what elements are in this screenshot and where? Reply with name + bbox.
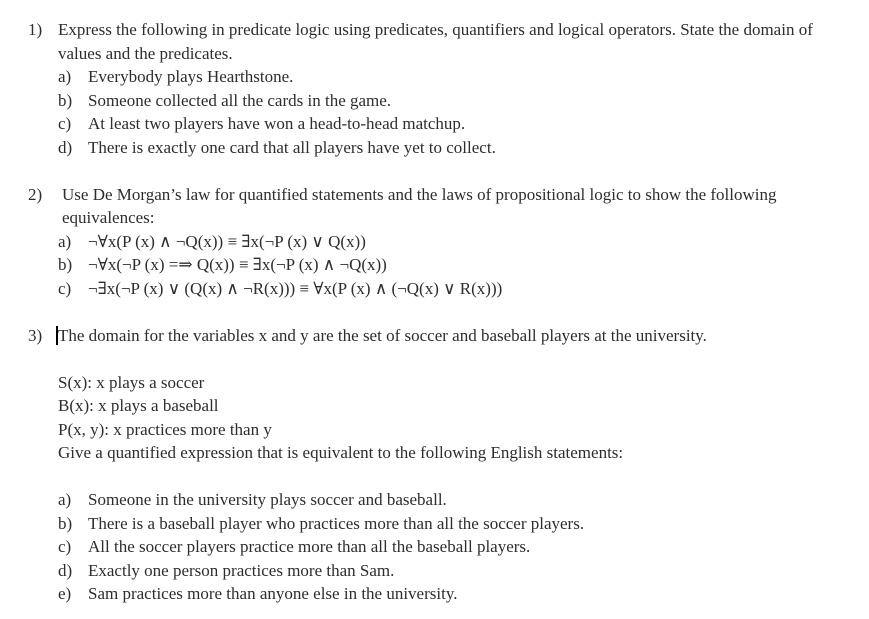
list-item bbox=[58, 535, 819, 559]
question-3-items bbox=[58, 488, 819, 606]
formula-text: ¬∀x(P (x) ∧ ¬Q(x)) ≡ ∃x(¬P (x) ∨ Q(x)) bbox=[88, 231, 366, 251]
item-label: a) bbox=[58, 490, 72, 509]
item-label: c) bbox=[58, 278, 72, 298]
item-text: Someone collected all the cards in the game. bbox=[88, 90, 392, 110]
item-text: Everybody plays Hearthstone. bbox=[88, 67, 294, 86]
question-3-definitions bbox=[58, 371, 819, 465]
question-3-text-content: The domain for the variables x and y are the set of soccer and baseball players at the university. bbox=[58, 325, 707, 345]
item-label: b) bbox=[58, 513, 73, 533]
formula-text: ¬∀x(¬P (x) =⇒ Q(x)) ≡ ∃x(¬P (x) ∧ ¬Q(x)) bbox=[88, 255, 387, 274]
list-item bbox=[58, 488, 819, 512]
list-item bbox=[58, 512, 819, 536]
item-label: a) bbox=[58, 231, 72, 251]
list-item bbox=[58, 136, 819, 160]
question-1 bbox=[28, 18, 819, 159]
question-3-header bbox=[28, 324, 819, 348]
predicate-definition: S(x): x plays a soccer bbox=[58, 372, 205, 392]
item-label: a) bbox=[58, 67, 72, 86]
formula-text: ¬∃x(¬P (x) ∨ (Q(x) ∧ ¬R(x))) ≡ ∀x(P (x) ∧ (¬Q(x) ∨ R(x))) bbox=[88, 278, 503, 298]
item-text: All the soccer players practice more than all the baseball players. bbox=[88, 537, 531, 556]
predicate-definition: B(x): x plays a baseball bbox=[58, 396, 219, 415]
question-1-items bbox=[58, 65, 819, 159]
instruction-text: Give a quantified expression that is equivalent to the following English statements: bbox=[58, 443, 624, 462]
list-item bbox=[58, 89, 819, 113]
item-text: Sam practices more than anyone else in the university. bbox=[88, 584, 458, 603]
list-item bbox=[58, 65, 819, 89]
list-item bbox=[58, 582, 819, 606]
list-item bbox=[58, 277, 819, 301]
question-2 bbox=[28, 183, 819, 301]
item-label: e) bbox=[58, 584, 72, 603]
item-label: b) bbox=[58, 90, 73, 110]
list-item bbox=[58, 253, 819, 277]
item-label: d) bbox=[58, 560, 73, 580]
question-2-header bbox=[28, 183, 819, 230]
predicate-definition: P(x, y): x practices more than y bbox=[58, 419, 272, 439]
question-1-number: 1) bbox=[28, 20, 43, 39]
list-item bbox=[58, 230, 819, 254]
item-text: There is exactly one card that all players have yet to collect. bbox=[88, 137, 496, 157]
text-cursor bbox=[56, 326, 58, 345]
question-1-header bbox=[28, 18, 819, 65]
item-text: Exactly one person practices more than Sam. bbox=[88, 560, 395, 580]
question-3-number: 3) bbox=[28, 325, 43, 345]
item-text: There is a baseball player who practices more than all the soccer players. bbox=[88, 513, 585, 533]
question-3 bbox=[28, 324, 819, 606]
item-label: b) bbox=[58, 255, 73, 274]
item-text: At least two players have won a head-to-head matchup. bbox=[88, 114, 466, 133]
question-2-number: 2) bbox=[28, 184, 43, 204]
question-3-text bbox=[58, 324, 819, 348]
question-2-text: Use De Morgan’s law for quantified statements and the laws of propositional logic to show the following equivalences: bbox=[62, 184, 777, 227]
item-label: d) bbox=[58, 137, 73, 157]
question-1-text: Express the following in predicate logic using predicates, quantifiers and logical operators. State the domain of values and the predicates. bbox=[58, 20, 813, 63]
list-item bbox=[58, 112, 819, 136]
item-text: Someone in the university plays soccer and baseball. bbox=[88, 490, 447, 509]
question-2-items bbox=[58, 230, 819, 301]
item-label: c) bbox=[58, 114, 72, 133]
item-label: c) bbox=[58, 537, 72, 556]
list-item bbox=[58, 559, 819, 583]
